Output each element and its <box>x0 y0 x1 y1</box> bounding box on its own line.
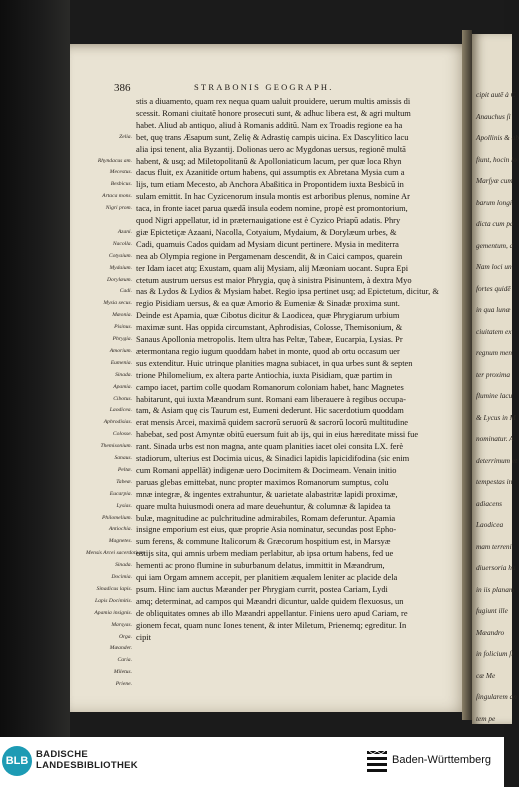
library-name-line2: LANDESBIBLIOTHEK <box>36 760 138 771</box>
text-line: qui iam Orgam amnem accepit, per planitiem æqualem leniter ac placide dela <box>136 572 398 582</box>
margin-note: Mensis Arcei sacerdotium. <box>86 550 146 557</box>
margin-note: Zelia. <box>119 133 132 140</box>
margin-note: Artaca mons. <box>102 193 132 200</box>
margin-note: Cadi. <box>119 288 132 295</box>
margin-note: Docimia. <box>111 574 132 580</box>
margin-note: Mecestus. <box>109 169 132 176</box>
margin-note: Lysias. <box>116 502 132 509</box>
margin-note: Cibotus. <box>113 395 132 402</box>
margin-note: Mydaium. <box>109 264 132 271</box>
facing-page-line: cæ Me <box>476 670 496 680</box>
facing-page-line: ciuitatem ex <box>476 326 512 336</box>
margin-note: Pisinus. <box>114 324 132 331</box>
facing-page-line: ter proxima <box>476 369 510 379</box>
margin-note: Priene. <box>115 681 132 688</box>
text-line: dacus fluit, ex Azanitide ortum habens, qui assumptis ex Abretana Mysia cum a <box>136 167 405 178</box>
margin-note: Amorium. <box>109 347 132 354</box>
margin-note: Eucarpia. <box>109 490 132 497</box>
page-header <box>114 82 464 94</box>
text-line: mnæ integræ, & ingentes extrahuntur, & uarietate alabastritæ lapidi proximæ, <box>136 488 398 499</box>
text-line: nas & Lydos & Lydios & Mysiam habet. Regio ipsa pertinet usq; ad Epictetum, dicitur, & <box>136 286 439 297</box>
margin-note: Sinada. <box>115 562 132 569</box>
margin-note: Magnetes. <box>108 538 132 545</box>
text-line: giæ Epictetiçæ Azaani, Nacolla, Cotyaium, Mydaium, & Dorylæum urbes, & <box>136 226 397 237</box>
text-line: cum Romani appellāt) indigenæ uero Docimitem & Docimeam. Venain initio <box>136 464 397 475</box>
margin-note: Rhyndacus am. <box>97 157 132 164</box>
text-line: ctetum austrum uersus est maior Phrygia, quę à sinistra Pisinuntem, à dextra Myo <box>136 274 412 285</box>
facing-page-line: mam terreni <box>476 541 512 551</box>
text-line: stis a diuamento, quam rex nequa quam ualuit prouidere, uerum multis amissis di <box>136 96 411 106</box>
text-line: sum ferens, & commune Italicorum & Græcorum hospitium est, in Marsyæ <box>136 536 391 547</box>
text-line: psum. Hinc iam auctus Mæander per Phrygiam currit, postea Cariam, Lydi <box>136 583 388 594</box>
text-line: rant. Sinada urbs est non magna, ante quam planities iacet olei consita LX. ferè <box>136 441 404 452</box>
margin-note: Azani. <box>117 228 132 235</box>
text-line: ostijs sita, qui amnis urbem mediam perlabitur, ab ipsa ortum habens, fed ue <box>136 548 394 559</box>
footer-bar <box>0 737 504 787</box>
margin-note: Apamia. <box>113 383 132 390</box>
facing-page-line: diuersoria ha <box>476 563 516 572</box>
text-line: sus extenditur. Huic utrinque planities magna subiacet, in qua urbes sunt & septen <box>136 357 413 368</box>
margin-note: Orga. <box>118 633 132 640</box>
margin-note: Antiochia. <box>108 526 132 533</box>
facing-page-line: fugiunt ille <box>476 606 508 615</box>
facing-page-line: Marſyæ cum <box>476 176 513 185</box>
text-line: paruas glebas emittebat, nunc propter maximos Romanorum sumptus, colu <box>136 476 389 487</box>
margin-note: Marsyas. <box>111 621 132 628</box>
facing-page <box>472 34 519 724</box>
facing-page-line: tem pe <box>476 713 496 723</box>
blb-logo: BLB <box>2 746 32 776</box>
margin-note: Sanaus. <box>114 455 132 461</box>
page-number: 386 <box>114 82 131 94</box>
facing-page-line: in qua lunæ <box>476 305 511 314</box>
facing-page-line: cipit autē à C <box>476 90 516 99</box>
facing-page-line: gementum, d <box>476 240 514 250</box>
text-line: bet, quę trans Æsapum sunt, Zelię & Adrastię campis uicina. Ex Dascylitico lacu <box>136 131 409 142</box>
margin-note: Eumenia. <box>110 359 132 366</box>
facing-page-line: nominatur. A <box>476 434 514 443</box>
book-gutter <box>462 30 472 720</box>
margin-note: Laodicea. <box>109 407 132 414</box>
text-line: habitarunt, qui iuxta Mæandrum sunt. Romani eam liberauere à regibus occupa- <box>136 393 406 404</box>
margin-note: Sinadicus lapis. <box>96 585 132 592</box>
facing-page-line: & Lycus in M <box>476 412 516 422</box>
text-line: campo iacet, partim colle quodam Romanorum coloniam habet, hanc Magnetes <box>136 381 404 392</box>
baden-wuerttemberg-emblem-icon <box>366 749 388 773</box>
facing-page-line: Laodicea <box>476 520 504 529</box>
margin-note: Cotyaium. <box>108 252 132 259</box>
facing-page-line: Nam loci un <box>476 262 512 271</box>
facing-page-line: regnum men <box>476 348 513 357</box>
margin-note: Caria. <box>117 657 132 664</box>
margin-note: Colosse. <box>112 431 132 438</box>
text-line: Cadi, quamuis Cados quidam ad Mysiam dicunt pertinere. Mysia in mediterra <box>136 238 399 249</box>
facing-page-line: dicta cum pa <box>476 219 514 228</box>
margin-note: Nacolla. <box>112 240 132 247</box>
margin-note: Peltæ. <box>117 466 132 473</box>
margin-note: Lapis Docimitis. <box>95 597 132 604</box>
facing-page-line: in folicium ſi <box>476 649 514 658</box>
margin-note: Sinada. <box>115 371 132 378</box>
text-line: Sanaus Apollonia metropolis. Item ultra has Peltæ, Tabeæ, Eucarpia, Lysias. Pr <box>136 334 403 344</box>
text-line: scessit. Romani ciuitatē honore prosecuti sunt, & adhuc libera est, & agri multum <box>136 107 411 118</box>
text-line: cipit <box>136 631 151 642</box>
margin-note: Mæander. <box>109 645 132 652</box>
margin-note: Philomelium. <box>102 514 132 521</box>
text-line: habebat, sed post Amyntæ obitū euersum fuit ab ijs, qui in eius hæreditate missi fue <box>136 429 419 440</box>
state-name: Baden-Württemberg <box>392 754 492 766</box>
text-line: gionem fecat, quam nunc Iones tenent, & inter Miletum, Prienemq; egreditur. In <box>136 619 407 630</box>
margin-note: Apamia insignis. <box>94 609 132 616</box>
text-line: de obliquitates omnes ab illo Mæandri appellantur. Finiens uero apud Cariam, re <box>136 607 408 618</box>
margin-note: Tabeæ. <box>116 478 132 485</box>
text-line: habet. Aliud ab antiquo, aliud à Romanis additū. Nam ex Troadis regione ea ha <box>136 119 403 130</box>
text-line: bulæ, magnitudine ac pulchritudine admirabiles, Romam deferuntur. Apamia <box>136 512 396 523</box>
facing-page-line: ſingularem an <box>476 692 517 701</box>
facing-page-line: Apollinis & ab <box>476 133 519 142</box>
text-line: lijs, tum etiam Mecesto, ab Anchora Abaßitica in Propontidem iuxta Besbicū in <box>136 179 404 190</box>
text-line: trione Philomelium, ex altera parte Antiochia, iuxta Pisidiam, quæ partim in <box>136 369 393 380</box>
left-page-edge <box>0 0 70 737</box>
margin-note: Phrygia. <box>112 336 132 342</box>
facing-page-line: Anauchus ſi <box>476 111 511 121</box>
text-line: tam, & Asiam quę cis Taurum est, Eumeni dederunt. Hic sacerdotium quoddam <box>136 405 404 416</box>
text-line: erat mensis Arcei, maximā quidem sacrorū seruorū & sacrorū locorū multitudine <box>136 417 409 428</box>
text-line: nea ab Olympia regione in Pergamenam descendit, & in Caici campos, quarein <box>136 250 403 261</box>
text-line: amq; determinat, ad campos qui Mæandri dicuntur, ualde quidem flexuosus, un <box>136 595 404 606</box>
running-title: STRABONIS GEOGRAPH. <box>194 82 334 92</box>
text-line: hementi ac prono flumine in suburbanum delatus, immittit in Mæandrum, <box>136 560 385 571</box>
margin-note: Nigri prom. <box>105 205 132 212</box>
margin-note: Besbicus. <box>110 181 132 188</box>
facing-page-line: deterrimum et <box>476 455 518 465</box>
library-name-line1: BADISCHE <box>36 749 89 760</box>
text-line: sulam emittit. In hac Cyzicenorum insula montis est arboribus plenus, nomine Ar <box>136 191 410 202</box>
facing-page-line: in iis planam <box>476 584 515 594</box>
facing-page-line: adiacens <box>476 498 502 508</box>
text-line: stadiorum, ulterius est Docimia uicus, & Sinadici lapidis lapicidifodina (sic enim <box>136 453 410 463</box>
library-name <box>36 749 138 771</box>
facing-page-line: flumine lacu <box>476 391 513 400</box>
margin-note: Dorylæum. <box>106 276 132 283</box>
margin-note: Mæonia. <box>112 312 132 319</box>
facing-page-line: fortes quidē <box>476 283 511 293</box>
text-line: habent, & usq; ad Miletopolitanū & Apolloniaticum lacum, per quæ loca Rhyn <box>136 155 402 166</box>
text-line: quare multa huiusmodi onera ad mare deuehuntur, & columnæ & lapidea ta <box>136 500 391 511</box>
facing-page-line: Mæandro <box>476 627 505 637</box>
margin-note: Mysia secus. <box>103 300 132 307</box>
text-line: insigne emporium est eius, quæ proprie Asia nominatur, secundas post Epho- <box>136 524 397 535</box>
text-line: ætermontana regio iugum quoddam habet in monte, quod ab ortu occasum uer <box>136 345 400 356</box>
text-line: quod Nigri appellatur, id in præternauigatione est è Cyzico Priapū adatis. Phry <box>136 215 401 225</box>
text-line: maximæ sunt. Has oppida circumstant, Aphrodisias, Colosse, Themisonium, & <box>136 322 403 333</box>
margin-note: Aphrodisias. <box>103 419 132 426</box>
facing-page-line: fiunt, hocin lo <box>476 154 517 164</box>
margin-note: Themisonium. <box>100 443 132 450</box>
margin-note: Miletus. <box>113 669 132 676</box>
text-line: ter Idam iacet atq; Exustam, quam alij Mysiam, alij Mæoniam uocant. Supra Epi <box>136 262 409 273</box>
facing-page-line: tempestas in <box>476 477 513 486</box>
facing-page-line: barum longi <box>476 197 512 207</box>
text-line: alia ipsi tenent, alia Byzantij. Dolionas uero ac Mygdonas uersus, regionē multā <box>136 143 406 154</box>
text-line: regio Pisidiam uersus, & ea quæ Amorio & Eumeniæ & Sinadæ proxima sunt. <box>136 298 400 309</box>
text-line: taca, in fronte iacet parua quædā insula eodem nomine, propè est promontorium, <box>136 203 408 214</box>
text-line: Deinde est Apamia, quæ Cibotus dicitur & Laodicea, quæ Phrygiarum urbium <box>136 310 400 321</box>
